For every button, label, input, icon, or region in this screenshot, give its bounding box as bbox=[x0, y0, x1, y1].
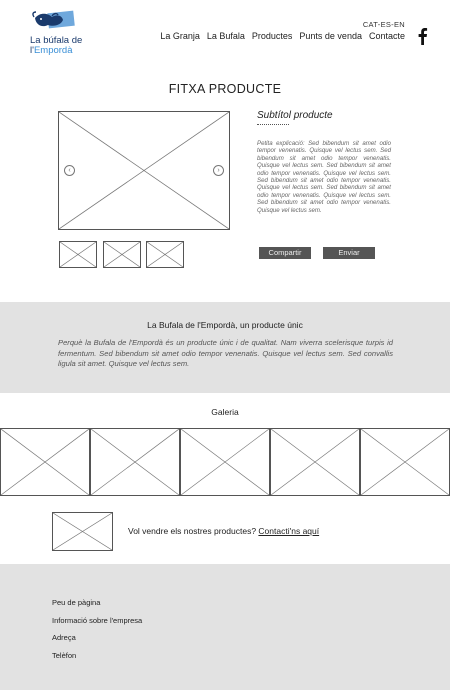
image-placeholder bbox=[91, 429, 179, 495]
cta-image bbox=[52, 512, 113, 551]
gallery-item[interactable] bbox=[90, 428, 180, 496]
image-placeholder bbox=[104, 242, 140, 267]
nav-item-productes[interactable]: Productes bbox=[251, 31, 293, 41]
product-thumbnail[interactable] bbox=[103, 241, 141, 268]
footer-address: Adreça bbox=[52, 633, 76, 642]
gallery-item[interactable] bbox=[180, 428, 270, 496]
image-placeholder bbox=[271, 429, 359, 495]
image-placeholder bbox=[181, 429, 269, 495]
image-placeholder bbox=[361, 429, 449, 495]
brand-logo[interactable] bbox=[28, 10, 88, 56]
image-placeholder bbox=[59, 112, 229, 229]
nav-item-la-granja[interactable]: La Granja bbox=[160, 31, 200, 41]
nav-item-la-bufala[interactable]: La Bufala bbox=[206, 31, 245, 41]
image-placeholder bbox=[53, 513, 112, 550]
main-nav bbox=[160, 31, 405, 41]
contact-link[interactable]: Contacti'ns aquí bbox=[258, 526, 320, 536]
product-subtitle: Subtítol producte bbox=[257, 110, 333, 121]
facebook-icon[interactable] bbox=[416, 27, 428, 45]
subtitle-divider bbox=[257, 124, 289, 125]
brand-name-prefix: l' bbox=[30, 45, 34, 56]
brand-name-line2 bbox=[30, 46, 82, 56]
unique-product-section bbox=[0, 302, 450, 393]
footer bbox=[0, 564, 450, 690]
brand-name bbox=[30, 36, 82, 56]
page-title: FITXA PRODUCTE bbox=[168, 82, 282, 96]
footer-phone: Telèfon bbox=[52, 651, 77, 660]
product-main-image bbox=[58, 111, 230, 230]
footer-company-info[interactable]: Informació sobre l'empresa bbox=[52, 616, 143, 625]
brand-name-accent: Empordà bbox=[33, 45, 73, 56]
gallery-item[interactable] bbox=[360, 428, 450, 496]
product-thumbnail[interactable] bbox=[59, 241, 97, 268]
cta-question: Vol vendre els nostres productes? bbox=[128, 526, 259, 536]
section-text: Perquè la Bufala de l'Empordà és un producte únic i de qualitat. Nam viverra scelerisque turpis id fermentum. Sed bibendum sit amet odio tempor venenatis. Quisque vel lectus sem. Sed convallis ligula sit amet. Quisque vel lectus sem. bbox=[58, 338, 393, 368]
share-button[interactable]: Compartir bbox=[259, 247, 311, 259]
nav-item-contacte[interactable]: Contacte bbox=[368, 31, 405, 41]
gallery-title: Galeria bbox=[211, 407, 239, 417]
gallery-item[interactable] bbox=[270, 428, 360, 496]
footer-title: Peu de pàgina bbox=[52, 598, 101, 607]
image-placeholder bbox=[147, 242, 183, 267]
product-thumbnail[interactable] bbox=[146, 241, 184, 268]
brand-name-line1: La búfala de bbox=[30, 35, 83, 46]
image-placeholder bbox=[1, 429, 89, 495]
send-button[interactable]: Enviar bbox=[323, 247, 375, 259]
chevron-right-icon[interactable]: › bbox=[213, 165, 224, 176]
image-placeholder bbox=[60, 242, 96, 267]
language-selector[interactable]: CAT-ES-EN bbox=[362, 20, 405, 29]
buffalo-logo-icon bbox=[32, 10, 76, 34]
section-title: La Bufala de l'Empordà, un producte únic bbox=[147, 320, 303, 330]
chevron-left-icon[interactable]: ‹ bbox=[64, 165, 75, 176]
gallery bbox=[0, 428, 450, 496]
product-description: Petita explicació: Sed bibendum sit amet odio tempor venenatis. Quisque vel lectus sem. Sed bibendum sit amet odio tempor venenatis. Quisque vel lectus sem. Sed bibendum sit amet odio tempor venenatis. Quisque vel lectus sem. Sed bibendum sit amet odio tempor venenatis. Quisque vel lectus sem. Sed bibendum sit amet odio tempor venenatis. Quisque vel lectus sem. Sed bibendum sit amet odio tempor venenatis. Quisque vel lectus sem. bbox=[257, 140, 391, 214]
nav-item-punts-de-venda[interactable]: Punts de venda bbox=[299, 31, 362, 41]
gallery-item[interactable] bbox=[0, 428, 90, 496]
cta-text bbox=[128, 526, 319, 536]
